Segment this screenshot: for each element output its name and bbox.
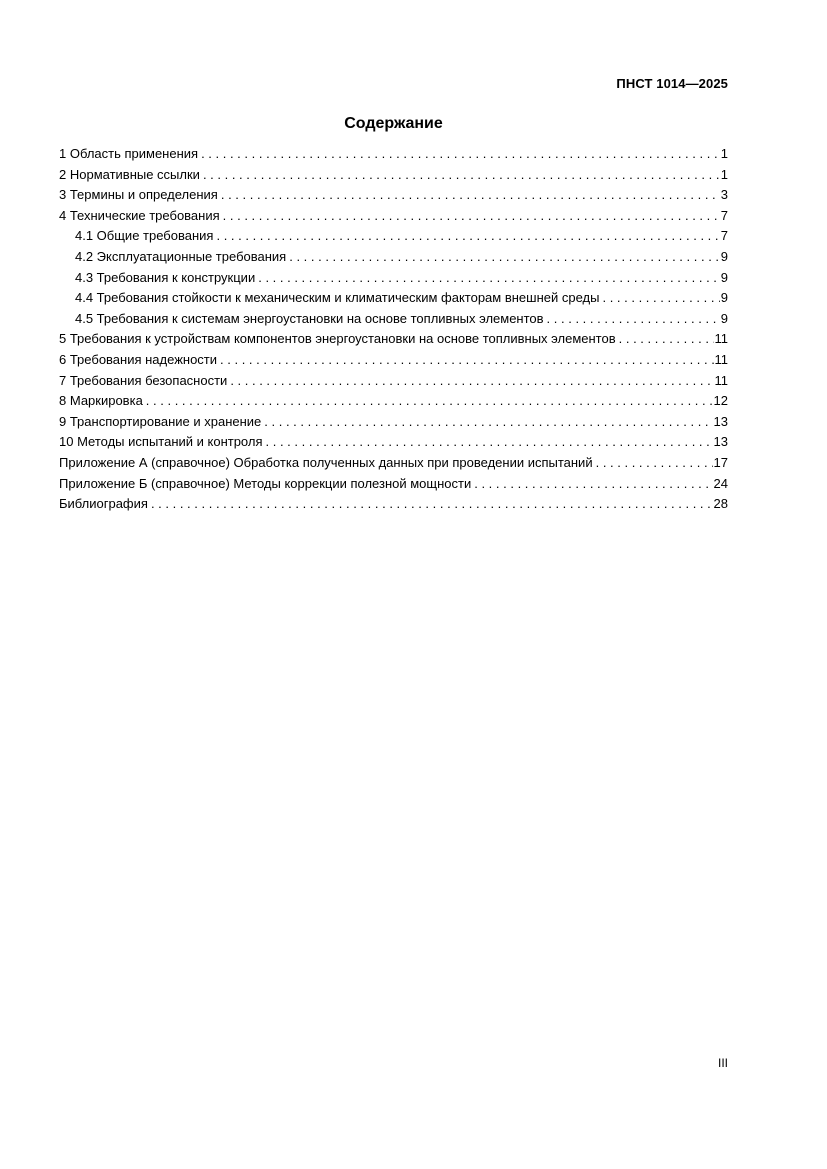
toc-entry-label: Приложение А (справочное) Обработка полученных данных при проведении испытаний [59, 454, 593, 470]
toc-leader-dots [619, 329, 714, 350]
toc-leader-dots [264, 412, 712, 433]
toc-entry-page: 11 [714, 372, 728, 388]
toc-entry-page: 13 [713, 413, 728, 429]
toc-leader-dots [596, 453, 713, 474]
toc-entry[interactable] [59, 432, 728, 453]
toc-entry-label: 6 Требования надежности [59, 351, 218, 367]
toc-entry-page: 9 [720, 248, 728, 264]
toc-entry-label: Приложение Б (справочное) Методы коррекции полезной мощности [59, 475, 472, 491]
toc-entry-page: 28 [713, 496, 728, 512]
toc-leader-dots [146, 391, 713, 412]
page-number: III [717, 1056, 728, 1070]
toc-entry[interactable] [59, 474, 728, 495]
document-code: ПНСТ 1014—2025 [616, 76, 728, 91]
toc-entry[interactable] [59, 206, 728, 227]
toc-leader-dots [221, 185, 720, 206]
toc-entry[interactable] [59, 494, 728, 515]
toc-entry-label: 4.3 Требования к конструкции [75, 269, 256, 285]
toc-entry-page: 1 [720, 146, 728, 161]
toc-leader-dots [547, 309, 720, 330]
toc-entry-page: 9 [720, 310, 728, 326]
toc-entry[interactable] [59, 226, 728, 247]
toc-entry-label: Библиография [59, 496, 148, 512]
toc-entry-page: 9 [720, 290, 728, 306]
toc-entry-label: 3 Термины и определения [59, 187, 218, 203]
toc-leader-dots [223, 206, 720, 227]
toc-entry-page: 3 [720, 187, 728, 203]
toc-leader-dots [220, 350, 713, 371]
toc-leader-dots [602, 288, 719, 309]
toc-entry-page: 13 [713, 434, 728, 450]
toc-entry[interactable] [59, 412, 728, 433]
toc-entry[interactable] [59, 329, 728, 350]
toc-entry-page: 12 [713, 393, 728, 409]
toc-leader-dots [266, 432, 713, 453]
toc-entry-label: 4.1 Общие требования [75, 228, 214, 244]
toc-title: Содержание [344, 115, 443, 132]
toc-entry-label: 5 Требования к устройствам компонентов энергоустановки на основе топливных элементов [59, 331, 616, 347]
toc-leader-dots [203, 165, 720, 186]
toc-entry-label: 4.2 Эксплуатационные требования [75, 248, 287, 264]
table-of-contents [59, 144, 728, 515]
toc-leader-dots [258, 268, 720, 289]
toc-entry-label: 1 Область применения [59, 146, 199, 161]
toc-entry[interactable] [59, 288, 728, 309]
toc-leader-dots [289, 247, 720, 268]
toc-entry-page: 7 [720, 207, 728, 223]
toc-entry[interactable] [59, 185, 728, 206]
toc-entry-label: 2 Нормативные ссылки [59, 166, 200, 182]
toc-entry-page: 1 [720, 166, 728, 182]
toc-entry[interactable] [59, 268, 728, 289]
toc-entry[interactable] [59, 165, 728, 186]
toc-entry[interactable] [59, 350, 728, 371]
toc-leader-dots [474, 474, 712, 495]
toc-entry-page: 17 [713, 454, 728, 470]
toc-entry-page: 11 [714, 331, 728, 347]
toc-entry-label: 8 Маркировка [59, 393, 143, 409]
toc-leader-dots [201, 144, 720, 165]
toc-entry-label: 7 Требования безопасности [59, 372, 228, 388]
toc-entry[interactable] [59, 247, 728, 268]
toc-entry[interactable] [59, 453, 728, 474]
toc-leader-dots [216, 226, 719, 247]
toc-entry-label: 4.4 Требования стойкости к механическим и климатическим факторам внешней среды [75, 290, 600, 306]
toc-entry[interactable] [59, 309, 728, 330]
toc-entry-label: 9 Транспортирование и хранение [59, 413, 262, 429]
toc-entry-page: 7 [720, 228, 728, 244]
toc-entry-label: 4.5 Требования к системам энергоустановки на основе топливных элементов [75, 310, 544, 326]
toc-entry-page: 11 [714, 351, 728, 367]
toc-entry-page: 9 [720, 269, 728, 285]
toc-entry[interactable] [59, 391, 728, 412]
toc-entry[interactable] [59, 371, 728, 392]
toc-entry-label: 10 Методы испытаний и контроля [59, 434, 263, 450]
toc-leader-dots [151, 494, 713, 515]
toc-entry-label: 4 Технические требования [59, 207, 220, 223]
toc-entry-page: 24 [713, 475, 728, 491]
toc-entry[interactable] [59, 144, 728, 165]
toc-leader-dots [230, 371, 713, 392]
